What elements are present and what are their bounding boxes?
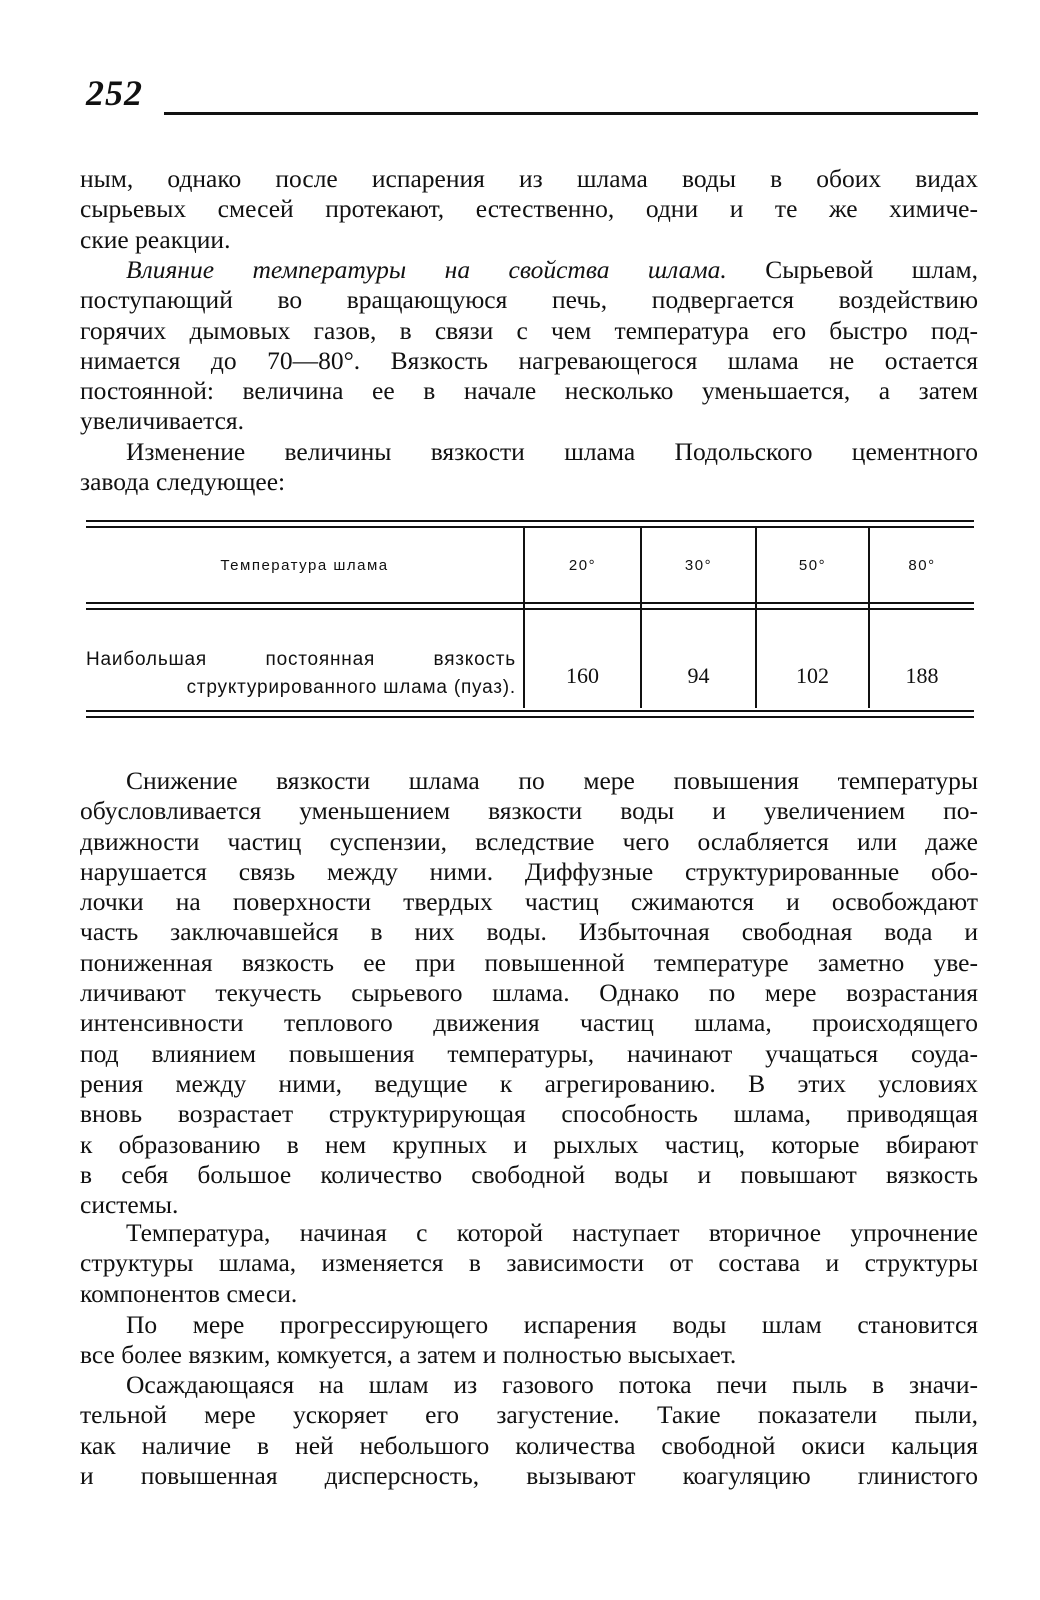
body-paragraph bbox=[80, 766, 978, 1220]
section-paragraph bbox=[80, 255, 978, 437]
table-value-cell: 94 bbox=[687, 663, 710, 688]
text-line: системы. bbox=[80, 1190, 179, 1220]
table-header-rule-inner bbox=[86, 608, 974, 610]
text-line: интенсивности теплового движения частиц шлама, происходящего bbox=[80, 1008, 978, 1038]
text-line: ным, однако после испарения из шлама воды в обоих видах bbox=[80, 164, 978, 193]
table-header-rule bbox=[86, 602, 974, 604]
text-line: Осаждающаяся на шлам из газового потока печи пыль в значи- bbox=[126, 1370, 978, 1399]
text-fragment: Сырьевой шлам, bbox=[765, 255, 978, 284]
text-line: часть заключавшейся в них воды. Избыточная свободная вода и bbox=[80, 917, 978, 947]
table-value-cell: 102 bbox=[796, 663, 829, 688]
table-top-rule bbox=[86, 520, 974, 522]
table-value-cell: 188 bbox=[905, 663, 939, 688]
text-line: Снижение вязкости шлама по мере повышения температуры bbox=[126, 766, 978, 795]
row-label-line: структурированного шлама (пуаз). bbox=[186, 677, 516, 698]
viscosity-table bbox=[86, 518, 974, 718]
text-line: лочки на поверхности твердых частиц сжимаются и освобождают bbox=[80, 887, 978, 917]
table-value-cell: 160 bbox=[566, 663, 599, 688]
lead-paragraph bbox=[80, 437, 978, 498]
page-number: 252 bbox=[86, 73, 143, 113]
section-heading: Влияние температуры на свойства шлама. bbox=[126, 255, 727, 284]
text-line: компонентов смеси. bbox=[80, 1278, 298, 1308]
text-line: нимается до 70—80°. Вязкость нагревающегося шлама не остается bbox=[80, 345, 978, 375]
body-paragraph bbox=[80, 1218, 978, 1309]
table-bottom-rule-inner bbox=[86, 716, 974, 718]
header-rule bbox=[164, 112, 978, 115]
text-line: движности частиц суспензии, вследствие чего ослабляется или даже bbox=[80, 826, 978, 856]
table-header-cell: 50° bbox=[798, 556, 827, 574]
text-line: к образованию в нем крупных и рыхлых частиц, которые вбирают bbox=[80, 1129, 978, 1159]
table-header-cell: 30° bbox=[684, 556, 713, 574]
text-line: личивают текучесть сырьевого шлама. Однако по мере возрастания bbox=[80, 978, 978, 1008]
text-line: и повышенная дисперсность, вызывают коагуляцию глинистого bbox=[80, 1460, 978, 1490]
text-line: рения между ними, ведущие к агрегированию. В этих условиях bbox=[80, 1068, 978, 1098]
text-line: ские реакции. bbox=[80, 224, 231, 254]
text-line: постоянной: величина ее в начале несколько уменьшается, а затем bbox=[80, 376, 978, 406]
text-line: завода следующее: bbox=[80, 467, 286, 497]
text-line: пониженная вязкость ее при повышенной температуре заметно уве- bbox=[80, 947, 978, 977]
text-line: нарушается связь между ними. Диффузные структурированные обо- bbox=[80, 856, 978, 886]
intro-paragraph bbox=[80, 164, 978, 255]
text-line: Изменение величины вязкости шлама Подольского цементного bbox=[126, 437, 978, 466]
table-row-label bbox=[86, 646, 516, 702]
table-header-cell: 80° bbox=[908, 556, 936, 574]
text-line: все более вязким, комкуется, а затем и полностью высыхает. bbox=[80, 1340, 737, 1370]
text-line: вновь возрастает структурирующая способность шлама, приводящая bbox=[80, 1099, 978, 1129]
table-bottom-rule bbox=[86, 710, 974, 712]
text-line: как наличие в ней небольшого количества свободной окиси кальция bbox=[80, 1430, 978, 1460]
text-line: горячих дымовых газов, в связи с чем температура его быстро под- bbox=[80, 315, 978, 345]
body-paragraph bbox=[80, 1370, 978, 1491]
body-paragraph bbox=[80, 1310, 978, 1371]
table-header-label: Температура шлама bbox=[220, 556, 389, 574]
text-line: По мере прогрессирующего испарения воды шлам становится bbox=[126, 1310, 978, 1339]
text-line: структуры шлама, изменяется в зависимости от состава и структуры bbox=[80, 1248, 978, 1278]
section-first-line bbox=[80, 255, 978, 285]
row-label-line: Наибольшая постоянная вязкость bbox=[86, 649, 516, 670]
text-line: обусловливается уменьшением вязкости воды и увеличением по- bbox=[80, 796, 978, 826]
text-line: тельной мере ускоряет его загустение. Такие показатели пыли, bbox=[80, 1400, 978, 1430]
table-header-cell: 20° bbox=[568, 556, 597, 574]
text-line: сырьевых смесей протекают, естественно, одни и те же химиче- bbox=[80, 194, 978, 224]
text-line: поступающий во вращающуюся печь, подвергается воздействию bbox=[80, 285, 978, 315]
text-line: в себя большое количество свободной воды и повышают вязкость bbox=[80, 1159, 978, 1189]
text-line: увеличивается. bbox=[80, 406, 245, 436]
page-header bbox=[86, 72, 978, 118]
text-line: Температура, начиная с которой наступает вторичное упрочнение bbox=[126, 1218, 978, 1247]
text-line: под влиянием повышения температуры, начинают учащаться соуда- bbox=[80, 1038, 978, 1068]
